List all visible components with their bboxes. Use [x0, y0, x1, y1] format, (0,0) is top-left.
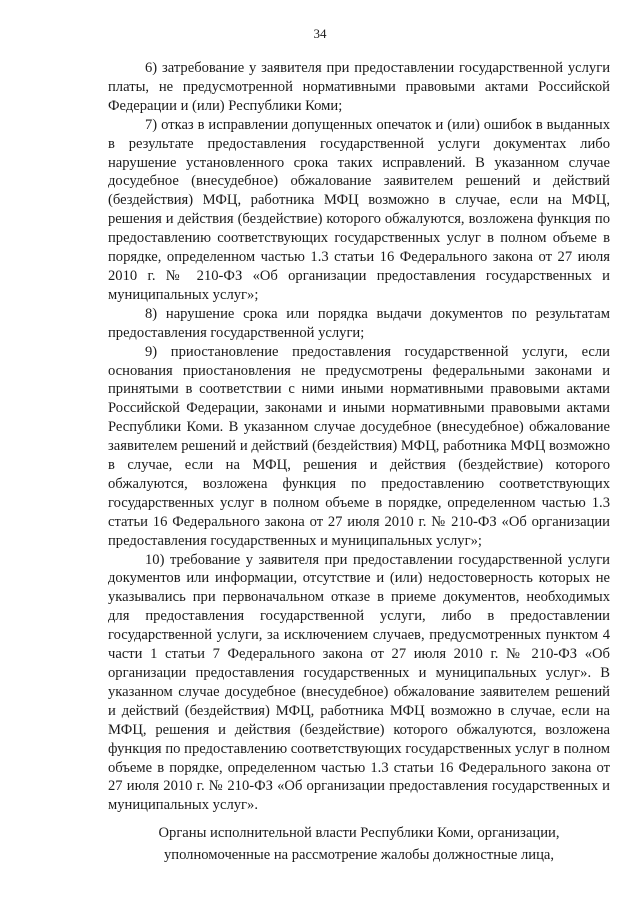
paragraph-item-8: 8) нарушение срока или порядка выдачи документов по результатам предоставления государственной услуги;	[108, 305, 610, 341]
section-heading	[108, 822, 610, 866]
paragraph-item-7: 7) отказ в исправлении допущенных опечаток и (или) ошибок в выданных в результате предоставления государственной услуги документах либо нарушение установленного срока таких исправлений. В указанном случае досудебное (внесудебное) обжалование заявителем решений и действий (бездействия) МФЦ, работника МФЦ возможно в случае, если на МФЦ, решения и действия (бездействие) которого обжалуются, возложена функция по предоставлению соответствующих государственных услуг в полном объеме в порядке, определенном частью 1.3 статьи 16 Федерального закона от 27 июля 2010 г. № 210-ФЗ «Об организации предоставления государственных и муниципальных услуг»;	[108, 116, 610, 303]
section-heading-line-2: уполномоченные на рассмотрение жалобы должностные лица,	[163, 847, 555, 863]
page-number: 34	[313, 26, 327, 41]
section-heading-line-1: Органы исполнительной власти Республики Коми, организации,	[158, 825, 560, 841]
paragraph-item-6: 6) затребование у заявителя при предоставлении государственной услуги платы, не предусмотренной нормативными правовыми актами Российской Федерации и (или) Республики Коми;	[108, 60, 610, 114]
paragraph-item-9: 9) приостановление предоставления государственной услуги, если основания приостановления не предусмотрены федеральными законами и принятыми в соответствии с ними иными нормативными правовыми актами Российской Федерации, законами и иными нормативными правовыми актами Республики Коми. В указанном случае досудебное (внесудебное) обжалование заявителем решений и действий (бездействия) МФЦ, работника МФЦ возможно в случае, если на МФЦ, решения и действия (бездействие) которого обжалуются, возложена функция по предоставлению соответствующих государственных услуг в полном объеме в порядке, определенном частью 1.3 статьи 16 Федерального закона от 27 июля 2010 г. № 210-ФЗ «Об организации предоставления государственных и муниципальных услуг»;	[108, 343, 610, 549]
paragraph-item-10: 10) требование у заявителя при предоставлении государственной услуги документов или информации, отсутствие и (или) недостоверность которых не указывались при первоначальном отказе в приеме документов, необходимых для предоставления государственной услуги, либо в предоставлении государственной услуги, за исключением случаев, предусмотренных пунктом 4 части 1 статьи 7 Федерального закона от 27 июля 2010 г. № 210-ФЗ «Об организации предоставления государственных и муниципальных услуг». В указанном случае досудебное (внесудебное) обжалование заявителем решений и действий (бездействия) МФЦ, работника МФЦ возможно в случае, если на МФЦ, решения и действия (бездействие) которого обжалуются, возложена функция по предоставлению соответствующих государственных услуг в полном объеме в порядке, определенном частью 1.3 статьи 16 Федерального закона от 27 июля 2010 г. № 210-ФЗ «Об организации предоставления государственных и муниципальных услуг».	[108, 551, 610, 814]
document-body	[108, 59, 610, 815]
